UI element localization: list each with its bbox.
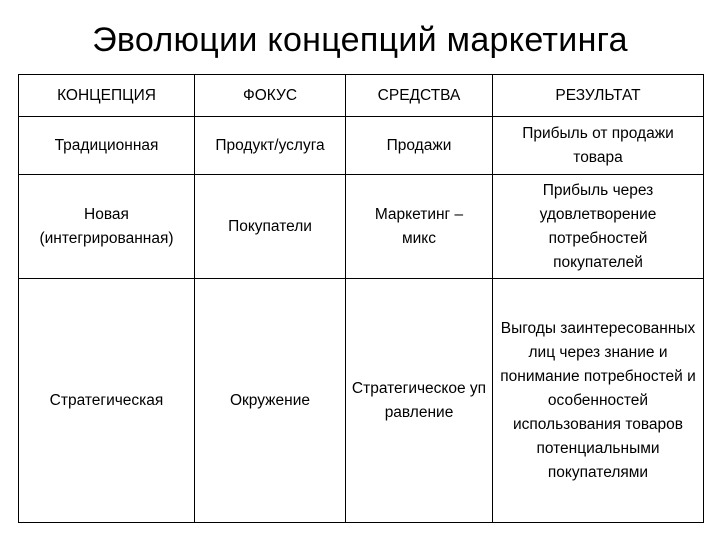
table-header-row bbox=[19, 75, 704, 117]
cell-means: Маркетинг – микс bbox=[346, 175, 493, 279]
cell-means: Продажи bbox=[346, 117, 493, 175]
cell-concept: Стратегическая bbox=[19, 279, 195, 523]
marketing-concepts-table bbox=[18, 74, 704, 523]
header-means: СРЕДСТВА bbox=[346, 75, 493, 117]
cell-result: Прибыль от продажи товара bbox=[493, 117, 704, 175]
table-row bbox=[19, 175, 704, 279]
cell-result: Прибыль через удовлетворение потребностей покупателей bbox=[493, 175, 704, 279]
table-row bbox=[19, 279, 704, 523]
header-focus: ФОКУС bbox=[195, 75, 346, 117]
table-row bbox=[19, 117, 704, 175]
cell-focus: Покупатели bbox=[195, 175, 346, 279]
cell-result: Выгоды заинтересованных лиц через знание и понимание потребностей и особенностей использования товаров потенциальными покупателями bbox=[493, 279, 704, 523]
cell-concept: Новая (интегрированная) bbox=[19, 175, 195, 279]
cell-concept: Традиционная bbox=[19, 117, 195, 175]
header-concept: КОНЦЕПЦИЯ bbox=[19, 75, 195, 117]
cell-focus: Продукт/услуга bbox=[195, 117, 346, 175]
page-title: Эволюции концепций маркетинга bbox=[92, 21, 628, 59]
cell-focus: Окружение bbox=[195, 279, 346, 523]
cell-means: Стратегическое управление bbox=[346, 279, 493, 523]
header-result: РЕЗУЛЬТАТ bbox=[493, 75, 704, 117]
